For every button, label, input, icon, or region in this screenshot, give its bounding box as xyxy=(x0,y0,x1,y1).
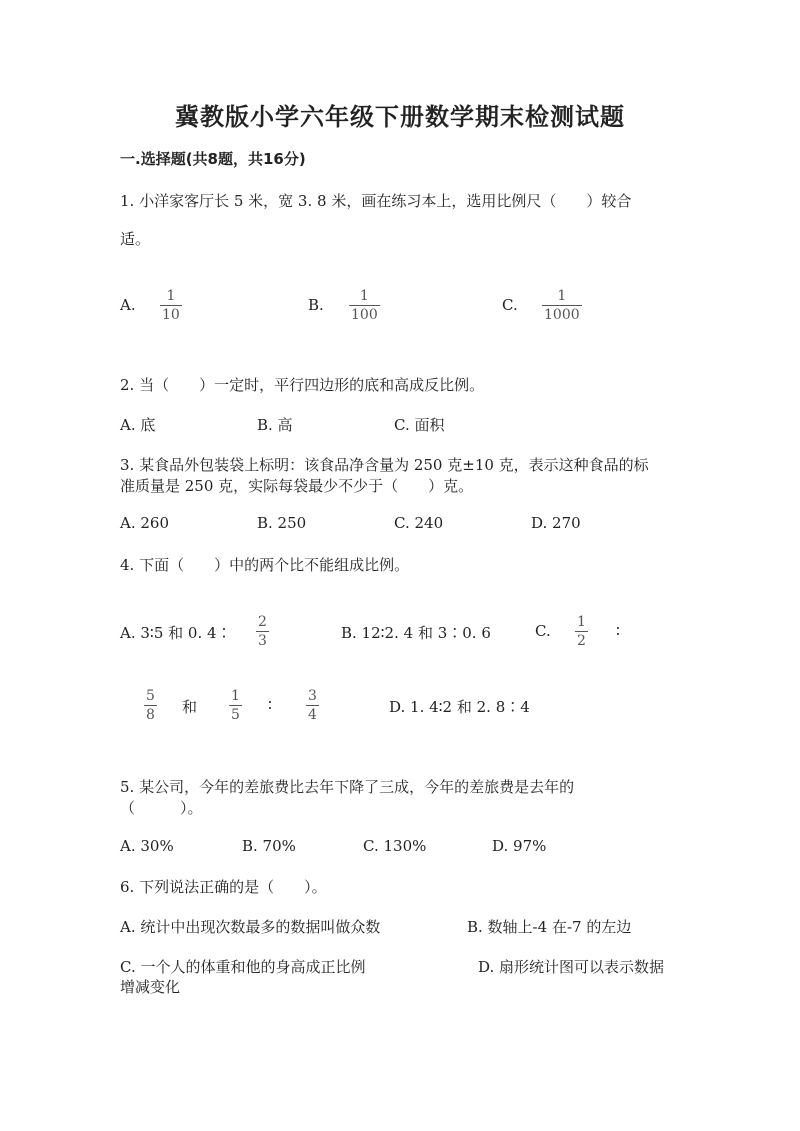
question-1-text: 1. 小洋家客厅长 5 米，宽 3. 8 米，画在练习本上，选用比例尺（ ）较合 xyxy=(120,192,632,210)
option-b: B. 250 xyxy=(257,514,307,532)
denominator: 2 xyxy=(577,633,586,649)
option-a-fraction xyxy=(256,614,269,649)
option-c-label: C. xyxy=(502,296,518,314)
option-c-fraction-2 xyxy=(144,688,157,723)
question-3-text-cont: 准质量是 250 克，实际每袋最少不少于（ ）克。 xyxy=(120,477,474,495)
option-c-fraction-1 xyxy=(575,614,588,649)
section-heading: 一.选择题(共8题，共16分) xyxy=(120,150,306,168)
option-b: B. 数轴上-4 在-7 的左边 xyxy=(467,918,632,936)
option-d: D. 270 xyxy=(531,514,581,532)
denominator: 8 xyxy=(146,707,155,723)
denominator: 100 xyxy=(351,307,378,323)
numerator: 1 xyxy=(231,688,240,704)
conjunction-and: 和 xyxy=(182,698,198,716)
ratio-colon: ∶ xyxy=(268,696,272,714)
option-d: D. 97% xyxy=(492,837,547,855)
option-c-fraction xyxy=(542,288,582,323)
numerator: 1 xyxy=(359,288,369,304)
question-3-text: 3. 某食品外包装袋上标明：该食品净含量为 250 克±10 克，表示这种食品的标 xyxy=(120,456,649,474)
option-c-fraction-4 xyxy=(306,688,319,723)
option-c: C. 面积 xyxy=(394,416,445,434)
option-a: A. 底 xyxy=(120,416,156,434)
option-d: D. 扇形统计图可以表示数据 xyxy=(478,958,665,976)
denominator: 5 xyxy=(231,707,240,723)
numerator: 1 xyxy=(166,288,176,304)
denominator: 1000 xyxy=(544,307,580,323)
option-d-text: D. 1. 4∶2 和 2. 8∶4 xyxy=(389,698,530,716)
option-a: A. 统计中出现次数最多的数据叫做众数 xyxy=(120,918,381,936)
option-c: C. 130% xyxy=(363,837,427,855)
option-c-label: C. xyxy=(535,622,551,640)
option-a: A. 260 xyxy=(120,514,169,532)
option-b-fraction xyxy=(349,288,380,323)
question-4-text: 4. 下面（ ）中的两个比不能组成比例。 xyxy=(120,556,410,574)
numerator: 1 xyxy=(577,614,586,630)
option-a-text: A. 3∶5 和 0. 4∶ xyxy=(120,624,232,642)
denominator: 10 xyxy=(162,307,180,323)
option-b: B. 70% xyxy=(242,837,296,855)
numerator: 3 xyxy=(308,688,317,704)
numerator: 2 xyxy=(258,614,267,630)
question-1-text-cont: 适。 xyxy=(120,230,151,248)
option-a: A. 30% xyxy=(120,837,174,855)
numerator: 5 xyxy=(146,688,155,704)
option-b-label: B. xyxy=(308,296,324,314)
option-c: C. 一个人的体重和他的身高成正比例 xyxy=(120,958,366,976)
option-b-text: B. 12∶2. 4 和 3∶0. 6 xyxy=(341,624,491,642)
denominator: 3 xyxy=(258,633,267,649)
ratio-colon: ∶ xyxy=(616,622,620,640)
question-6-text: 6. 下列说法正确的是（ ）。 xyxy=(120,878,327,896)
denominator: 4 xyxy=(308,707,317,723)
question-5-text-cont: （ ）。 xyxy=(120,799,203,817)
page-title: 冀教版小学六年级下册数学期末检测试题 xyxy=(175,103,625,131)
option-d-cont: 增减变化 xyxy=(120,978,181,996)
option-b: B. 高 xyxy=(257,416,293,434)
question-2-text: 2. 当（ ）一定时，平行四边形的底和高成反比例。 xyxy=(120,376,485,394)
numerator: 1 xyxy=(557,288,567,304)
option-a-fraction xyxy=(160,288,182,323)
option-a-label: A. xyxy=(120,296,136,314)
option-c: C. 240 xyxy=(394,514,444,532)
question-5-text: 5. 某公司，今年的差旅费比去年下降了三成，今年的差旅费是去年的 xyxy=(120,778,575,796)
option-c-fraction-3 xyxy=(229,688,242,723)
